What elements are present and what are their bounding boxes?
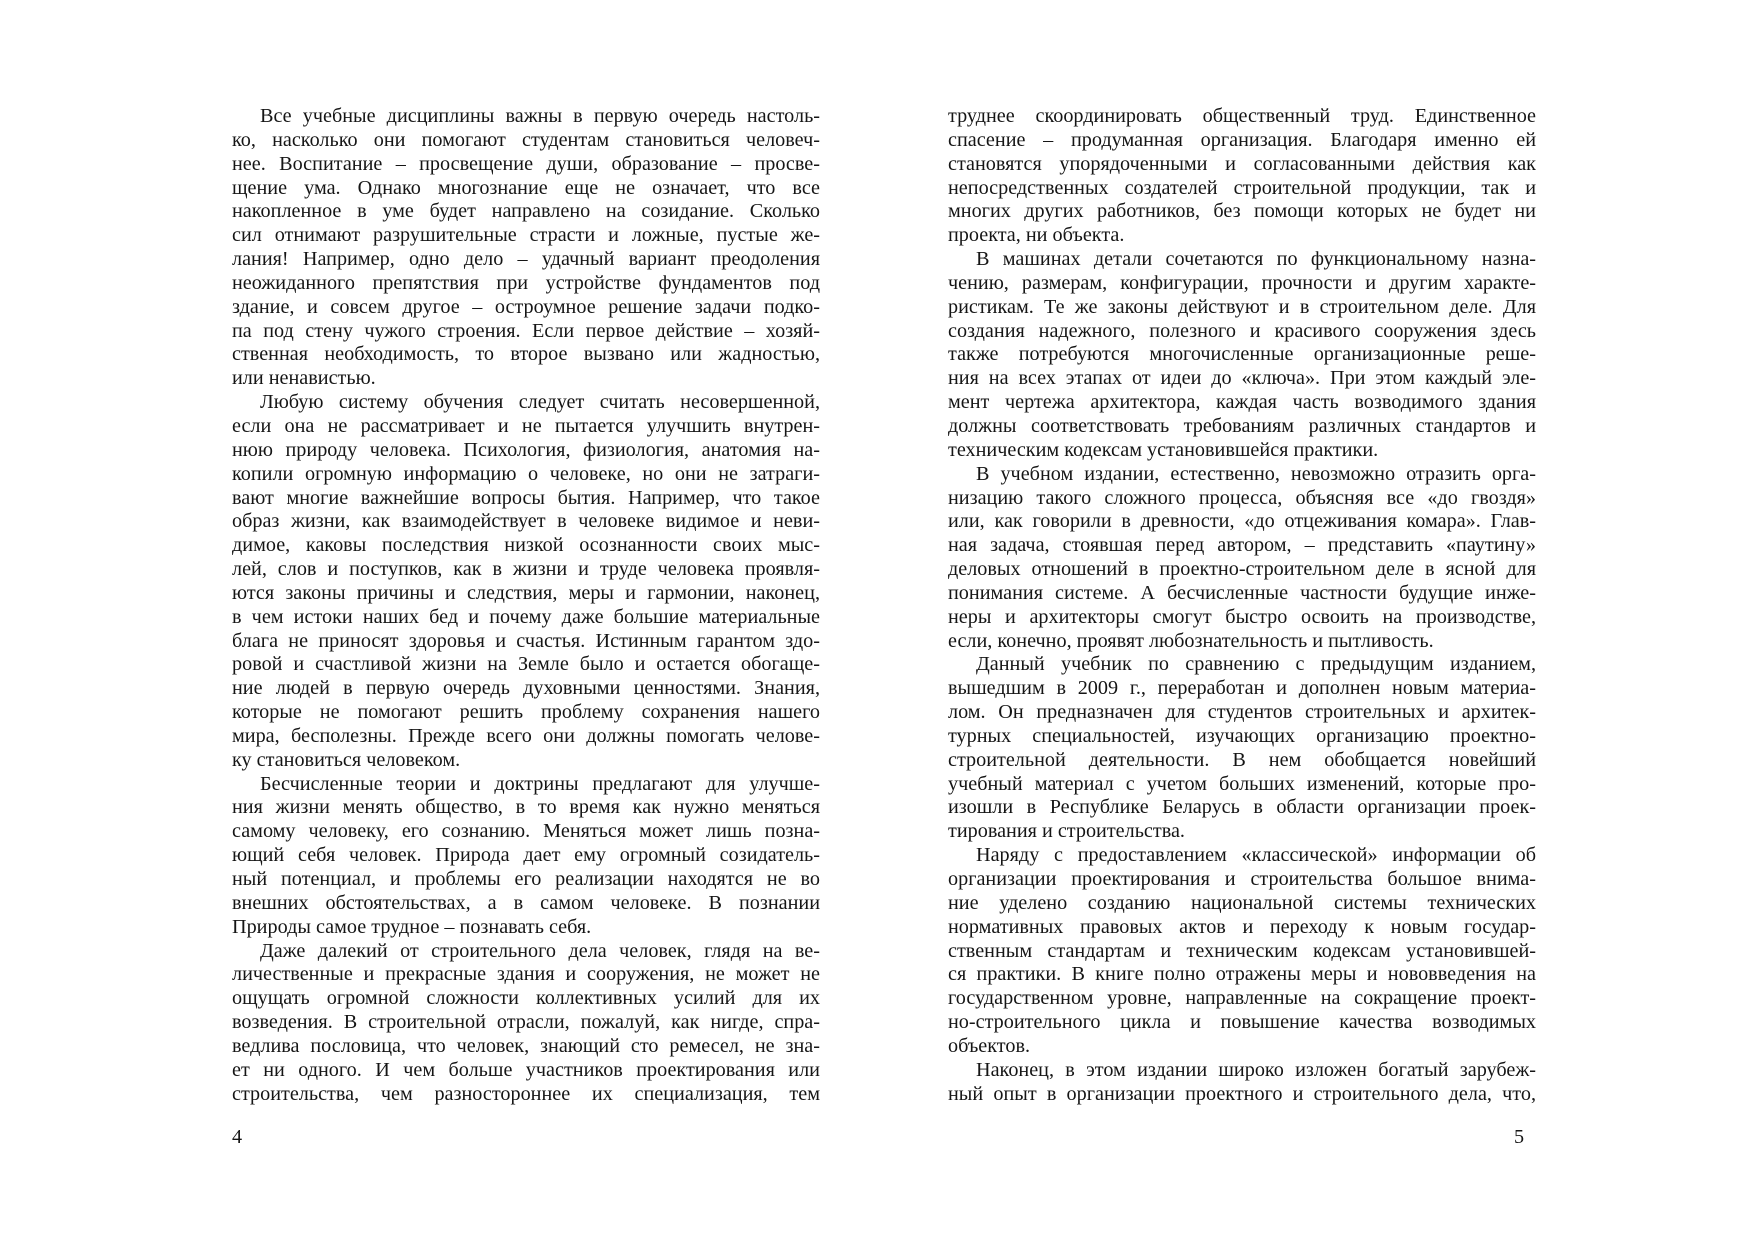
text-line: нее. Воспитание – просвещение души, образование – просве-	[232, 152, 820, 175]
text-line: ку становиться человеком.	[232, 748, 461, 771]
text-line: ный потенциал, и проблемы его реализации находятся не во	[232, 868, 820, 890]
text-line: ровой и счастливой жизни на Земле было и остается обогаще-	[232, 653, 820, 676]
text-line: ния жизни менять общество, в то время как нужно меняться	[232, 796, 820, 819]
text-line: возведения. В строительной отрасли, пожалуй, как нигде, спра-	[232, 1011, 820, 1034]
text-line: деловых отношений в проектно-строительном деле в ясной для	[948, 558, 1536, 581]
text-line: личественные и прекрасные здания и сооружения, не может не	[232, 963, 820, 986]
text-line: создания надежного, полезного и красивого сооружения здесь	[948, 319, 1536, 342]
text-line: объектов.	[948, 1034, 1031, 1057]
text-line: ния на всех этапах от идеи до «ключа». При этом каждый эле-	[948, 367, 1536, 390]
text-line: лом. Он предназначен для студентов строительных и архитек-	[948, 701, 1536, 724]
text-line: изошли в Республике Беларусь в области организации проек-	[948, 796, 1536, 819]
text-line: или, как говорили в древности, «до отцеживания комара». Глав-	[948, 510, 1536, 533]
text-line: учебный материал с учетом больших изменений, которые про-	[948, 772, 1536, 795]
text-line: Бесчисленные теории и доктрины предлагают для улучше-	[260, 772, 820, 795]
text-line: Любую систему обучения следует считать несовершенной,	[260, 391, 820, 414]
text-line: Наконец, в этом издании широко изложен богатый зарубеж-	[976, 1058, 1536, 1081]
text-line: мира, бесполезны. Прежде всего они должны помогать челове-	[232, 724, 820, 747]
text-line: сил отнимают разрушительные страсти и ложные, пустые же-	[232, 224, 820, 247]
text-line: становятся упорядоченными и согласованными действия как	[948, 152, 1536, 175]
text-line: непосредственных создателей строительной продукции, так и	[948, 176, 1536, 199]
text-line: ко, насколько они помогают студентам становиться человеч-	[232, 128, 820, 151]
text-line: также потребуются многочисленные организационные реше-	[948, 343, 1536, 366]
text-line: Все учебные дисциплины важны в первую очередь настоль-	[260, 105, 820, 127]
right-page-text	[948, 105, 1536, 1106]
text-line: ющий себя человек. Природа дает ему огромный созидатель-	[232, 844, 820, 867]
text-line: организации проектирования и строительства большое внима-	[948, 868, 1536, 890]
text-line: нормативных правовых актов и переходу к новым государ-	[948, 915, 1536, 938]
text-line: нюю природу человека. Психология, физиология, анатомия на-	[232, 438, 820, 461]
right-page	[948, 105, 1536, 1106]
text-line: строительства, чем разностороннее их специализация, тем	[232, 1082, 820, 1105]
text-line: копили огромную информацию о человеке, но они не затраги-	[232, 462, 820, 485]
text-line: па под стену чужого строения. Если первое действие – хозяй-	[232, 319, 820, 342]
text-line: Даже далекий от строительного дела человек, глядя на ве-	[260, 939, 820, 962]
text-line: Наряду с предоставлением «классической» информации об	[976, 844, 1536, 867]
text-line: блага не приносят здоровья и счастья. Истинным гарантом здо-	[232, 629, 820, 652]
text-line: труднее скоординировать общественный труд. Единственное	[948, 105, 1536, 127]
text-line: ный опыт в организации проектного и строительного дела, что,	[948, 1082, 1536, 1105]
text-line: здание, и совсем другое – остроумное решение задачи подко-	[232, 295, 820, 318]
text-line: ются законы причины и следствия, меры и гармонии, наконец,	[232, 581, 820, 604]
text-line: щение ума. Однако многознание еще не означает, что все	[232, 176, 820, 199]
text-line: ная задача, стоявшая перед автором, – представить «паутину»	[948, 534, 1536, 557]
text-line: ние уделено созданию национальной системы технических	[948, 891, 1536, 914]
text-line: низацию такого сложного процесса, объясняя все «до гвоздя»	[948, 486, 1536, 509]
text-line: самому человеку, его сознанию. Меняться может лишь позна-	[232, 820, 820, 843]
text-line: вышедшим в 2009 г., переработан и дополнен новым материа-	[948, 677, 1536, 700]
text-line: мент чертежа архитектора, каждая часть возводимого здания	[948, 391, 1536, 414]
text-line: ощущать огромной сложности коллективных усилий для их	[232, 987, 820, 1010]
text-line: димое, каковы последствия низкой осознанности своих мыс-	[232, 534, 820, 557]
text-line: накопленное в уме будет направлено на созидание. Сколько	[232, 200, 820, 223]
left-page-text	[232, 105, 820, 1106]
text-line: если она не рассматривает и не пытается улучшить внутрен-	[232, 414, 820, 437]
text-line: понимания системе. А бесчисленные частности будущие инже-	[948, 581, 1536, 604]
text-line: турных специальностей, изучающих организацию проектно-	[948, 724, 1536, 747]
text-line: чению, размерам, конфигурации, прочности и другим характе-	[948, 271, 1536, 294]
page-number-left: 4	[232, 1126, 243, 1148]
text-line: ственным стандартам и техническим кодексам установившей-	[948, 939, 1536, 962]
text-line: ся практики. В книге полно отражены меры и нововведения на	[948, 963, 1536, 986]
text-line: техническим кодексам установившейся практики.	[948, 438, 1379, 461]
text-line: если, конечно, проявят любознательность и пытливость.	[948, 629, 1434, 652]
text-line: неры и архитекторы смогут быстро освоить на производстве,	[948, 605, 1536, 628]
text-line: лания! Например, одно дело – удачный вариант преодоления	[232, 248, 820, 271]
text-line: государственном уровне, направленные на сокращение проект-	[948, 987, 1536, 1010]
text-line: спасение – продуманная организация. Благодаря именно ей	[948, 128, 1536, 151]
text-line: В машинах детали сочетаются по функциональному назна-	[976, 248, 1536, 271]
text-line: Данный учебник по сравнению с предыдущим изданием,	[976, 653, 1536, 676]
text-line: образ жизни, как взаимодействует в человеке видимое и неви-	[232, 510, 820, 533]
text-line: ние людей в первую очередь духовными ценностями. Знания,	[232, 677, 820, 700]
text-line: неожиданного препятствия при устройстве фундаментов под	[232, 271, 820, 294]
text-line: Природы самое трудное – познавать себя.	[232, 915, 592, 938]
text-line: вают многие важнейшие вопросы бытия. Например, что такое	[232, 486, 820, 509]
text-line: лей, слов и поступков, как в жизни и труде человека проявля-	[232, 558, 820, 581]
text-line: ведлива пословица, что человек, знающий сто ремесел, не зна-	[232, 1034, 820, 1057]
text-line: которые не помогают решить проблему сохранения нашего	[232, 701, 820, 724]
text-line: строительной деятельности. В нем обобщается новейший	[948, 748, 1536, 771]
text-line: многих других работников, без помощи которых не будет ни	[948, 200, 1536, 223]
text-line: ристикам. Те же законы действуют и в строительном деле. Для	[948, 295, 1536, 318]
text-line: или ненавистью.	[232, 367, 376, 390]
text-line: В учебном издании, естественно, невозможно отразить орга-	[976, 462, 1536, 485]
text-line: должны соответствовать требованиям различных стандартов и	[948, 414, 1536, 437]
left-page	[232, 105, 820, 1106]
text-line: ет ни одного. И чем больше участников проектирования или	[232, 1058, 820, 1081]
text-line: внешних обстоятельствах, а в самом человеке. В познании	[232, 891, 820, 914]
text-line: тирования и строительства.	[948, 820, 1185, 843]
text-line: ственная необходимость, то второе вызвано или жадностью,	[232, 343, 820, 366]
text-line: проекта, ни объекта.	[948, 224, 1125, 247]
text-line: но-строительного цикла и повышение качества возводимых	[948, 1011, 1536, 1034]
page-number-right: 5	[1514, 1126, 1525, 1148]
text-line: в чем истоки наших бед и почему даже большие материальные	[232, 605, 820, 628]
